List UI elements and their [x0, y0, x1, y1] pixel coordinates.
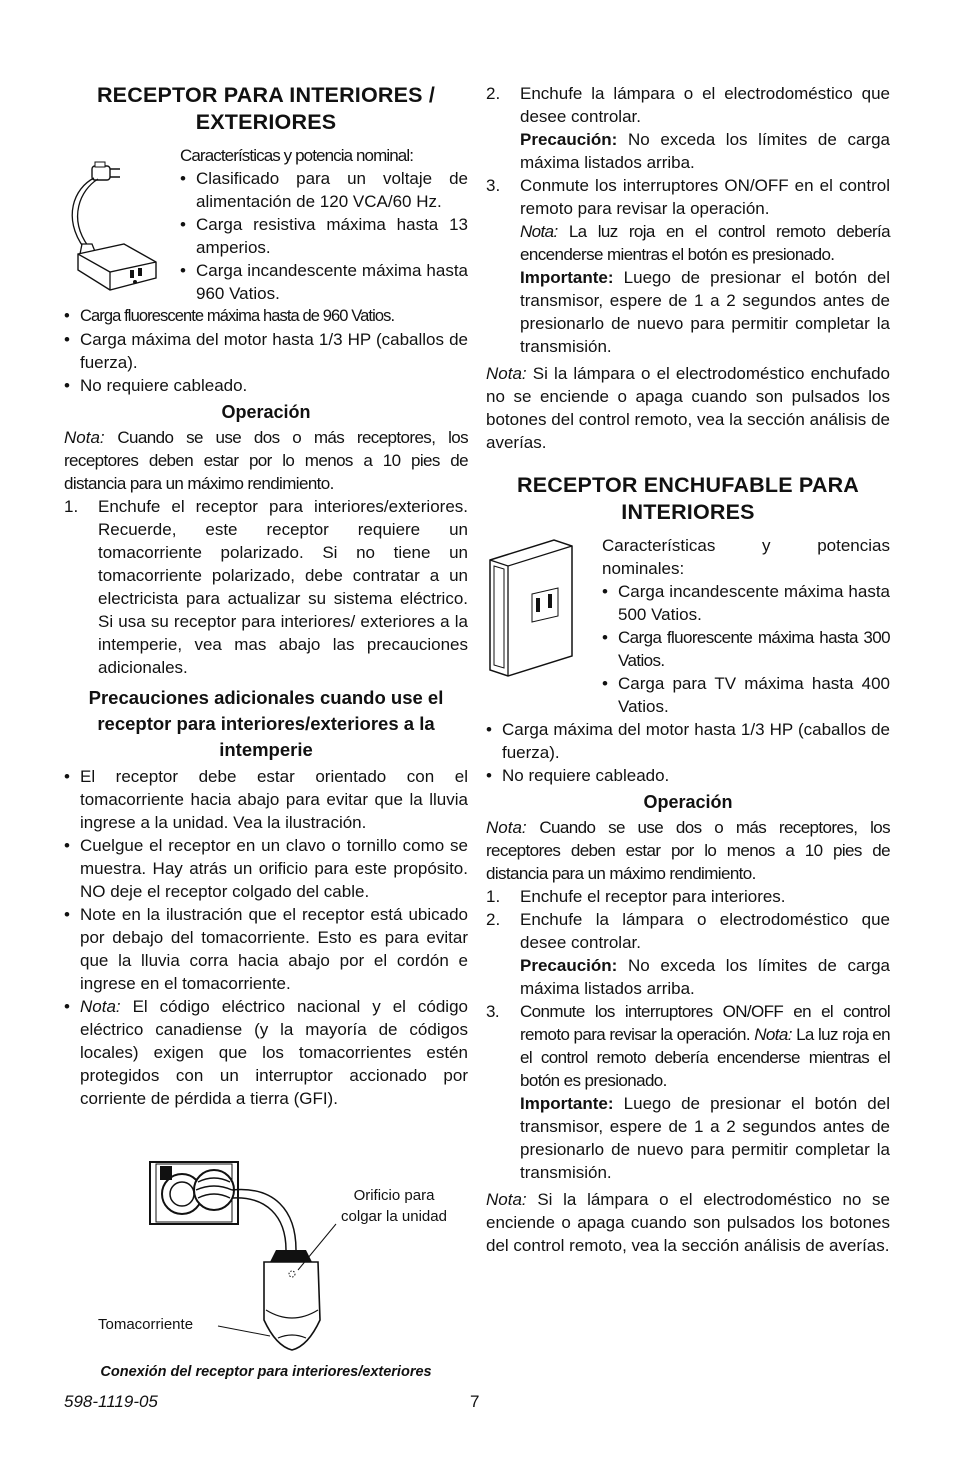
caution-label: Precaución:	[520, 130, 618, 149]
spec-item: • Carga fluorescente máxima hasta de 960 Vatios.	[64, 305, 468, 328]
caution-text: No exceda los límites de carga máxima listados arriba.	[520, 956, 890, 998]
connection-illustration	[64, 1150, 468, 1360]
note-text: El código eléctrico nacional y el código eléctrico canadiense (y la mayoría de códigos locales) exigen que los tomacorrientes estén protegidos con un interruptor accionado por corriente de pérdida a tierra (GFI).	[80, 997, 468, 1108]
step-1	[486, 885, 890, 908]
step-1	[64, 495, 468, 679]
note-label: Nota:	[486, 1190, 527, 1209]
step-text: Conmute los interruptores ON/OFF en el control remoto para revisar la operación.	[520, 176, 890, 218]
step-text: Enchufe la lámpara o el electrodoméstico que desee controlar.	[520, 84, 890, 126]
spec-item: • Carga incandescente máxima hasta 960 Vatios.	[180, 259, 468, 305]
step-number: 2.	[486, 84, 501, 103]
note-label: Nota:	[80, 997, 121, 1016]
spec-item: • Carga fluorescente máxima hasta 300 Vatios.	[602, 626, 890, 672]
left-column	[64, 82, 468, 1110]
distance-note	[64, 426, 468, 495]
plug-in-specs	[486, 534, 890, 718]
note-text: Cuando se use dos o más receptores, los receptores deben estar por lo menos a 10 pies de distancia para un máximo rendimiento.	[64, 428, 468, 493]
step-number: 1.	[486, 887, 501, 906]
caution	[486, 128, 890, 174]
note-label: Nota:	[486, 818, 527, 837]
caution	[486, 954, 890, 1000]
step-text: Enchufe el receptor para interiores/exteriores. Recuerde, este receptor requiere un tomacorriente polarizado. Si no tiene un tomacorriente polarizado, debe contratar a un electricista para actualizar su sistema eléctrico. Si usa su receptor para interiores/ exteriores a la intemperie, vea mas abajo las precauciones adicionales.	[98, 497, 468, 677]
step-2	[486, 82, 890, 128]
important-label: Importante:	[520, 268, 614, 287]
spec-item: • Clasificado para un voltaje de alimentación de 120 VCA/60 Hz.	[180, 167, 468, 213]
specs-intro: Características y potencia nominal:	[180, 146, 414, 165]
spec-item: • Carga resistiva máxima hasta 13 amperios.	[180, 213, 468, 259]
note-label: Nota:	[754, 1025, 792, 1044]
precaution-item: • El receptor debe estar orientado con el tomacorriente hacia abajo para evitar que la lluvia ingrese a la unidad. Vea la ilustración.	[64, 765, 468, 834]
important	[486, 1092, 890, 1184]
step-3	[486, 1000, 890, 1092]
operation-heading: Operación	[643, 792, 733, 812]
label-hanging-hole: Orificio para	[353, 1187, 435, 1204]
specs-text-block	[180, 144, 468, 305]
specs-intro: Características y potencias nominales:	[602, 536, 890, 578]
step-number: 3.	[486, 176, 501, 195]
precaution-note-item	[64, 995, 468, 1110]
note-label: Nota:	[64, 428, 105, 447]
spec-item: • Carga para TV máxima hasta 400 Vatios.	[602, 672, 890, 718]
important-text: Luego de presionar el botón del transmisor, espere de 1 a 2 segundos antes de presionarlo de nuevo para permitir completar la transmisión.	[520, 268, 890, 356]
distance-note	[486, 816, 890, 885]
step-number: 1.	[64, 497, 79, 516]
step-2	[486, 908, 890, 954]
spec-item: • Carga máxima del motor hasta 1/3 HP (caballos de fuerza).	[64, 328, 468, 374]
important-text: Luego de presionar el botón del transmisor, espere de 1 a 2 segundos antes de presionarlo de nuevo para permitir completar la transmisión.	[520, 1094, 890, 1182]
important	[486, 266, 890, 358]
indoor-outdoor-receiver-illustration	[64, 144, 180, 305]
spec-item: • Carga incandescente máxima hasta 500 Vatios.	[602, 580, 890, 626]
indoor-outdoor-specs	[64, 144, 468, 305]
step-number: 2.	[486, 910, 501, 929]
step-text: Enchufe la lámpara o electrodoméstico que desee controlar.	[520, 910, 890, 952]
note-label: Nota:	[520, 222, 558, 241]
spec-item: • Carga máxima del motor hasta 1/3 HP (caballos de fuerza).	[486, 718, 890, 764]
document-code: 598-1119-05	[64, 1392, 158, 1411]
important-label: Importante:	[520, 1094, 614, 1113]
step-text: Conmute los interruptores ON/OFF en el control remoto para revisar la operación.	[520, 1002, 890, 1044]
specs-text-block	[602, 534, 890, 718]
precaution-item: • Cuelgue el receptor en un clavo o tornillo como se muestra. Hay atrás un orificio para este propósito. NO deje el receptor colgado del cable.	[64, 834, 468, 903]
precautions-heading: Precauciones adicionales cuando use el receptor para interiores/exteriores a la intemperie	[88, 687, 444, 760]
note-label: Nota:	[486, 364, 527, 383]
step3-note	[486, 220, 890, 266]
troubleshoot-note	[486, 1188, 890, 1257]
note-text: Si la lámpara o el electrodoméstico enchufado no se enciende o apaga cuando son pulsados los botones del control remoto, vea la sección análisis de averías.	[486, 364, 890, 452]
caution-label: Precaución:	[520, 956, 618, 975]
step-number: 3.	[486, 1002, 499, 1021]
section-title-plug-in: RECEPTOR ENCHUFABLE PARA INTERIORES	[516, 473, 860, 524]
label-hanging-hole-line2: colgar la unidad	[341, 1208, 447, 1225]
page-number: 7	[470, 1392, 480, 1411]
right-column	[486, 82, 890, 1257]
step-text: Enchufe el receptor para interiores.	[520, 887, 786, 906]
figure-caption: Conexión del receptor para interiores/exteriores	[100, 1364, 432, 1380]
precaution-item: • Note en la ilustración que el receptor está ubicado por debajo del tomacorriente. Esto es para evitar que la lluvia corra hacia abajo por el cordón e ingrese en el tomacorriente.	[64, 903, 468, 995]
troubleshoot-note	[486, 362, 890, 454]
spec-item: • No requiere cableado.	[64, 374, 468, 397]
note-text: La luz roja en el control remoto debería encenderse mientras el botón es presionado.	[520, 222, 890, 264]
label-outlet: Tomacorriente	[98, 1316, 194, 1333]
note-text: Si la lámpara o el electrodoméstico no se enciende o apaga cuando son pulsados los botones del control remoto, vea la sección análisis de averías.	[486, 1190, 890, 1255]
step-3	[486, 174, 890, 220]
caution-text: No exceda los límites de carga máxima listados arriba.	[520, 130, 890, 172]
operation-heading: Operación	[221, 402, 311, 422]
note-text: Cuando se use dos o más receptores, los receptores deben estar por lo menos a 10 pies de distancia para un máximo rendimiento.	[486, 818, 890, 883]
section-title-indoor-outdoor: RECEPTOR PARA INTERIORES / EXTERIORES	[96, 83, 436, 134]
spec-item: • No requiere cableado.	[486, 764, 890, 787]
note-text: La luz roja en el control remoto debería encenderse mientras el botón es presionado.	[520, 1025, 890, 1090]
plug-in-receiver-illustration	[486, 534, 602, 718]
